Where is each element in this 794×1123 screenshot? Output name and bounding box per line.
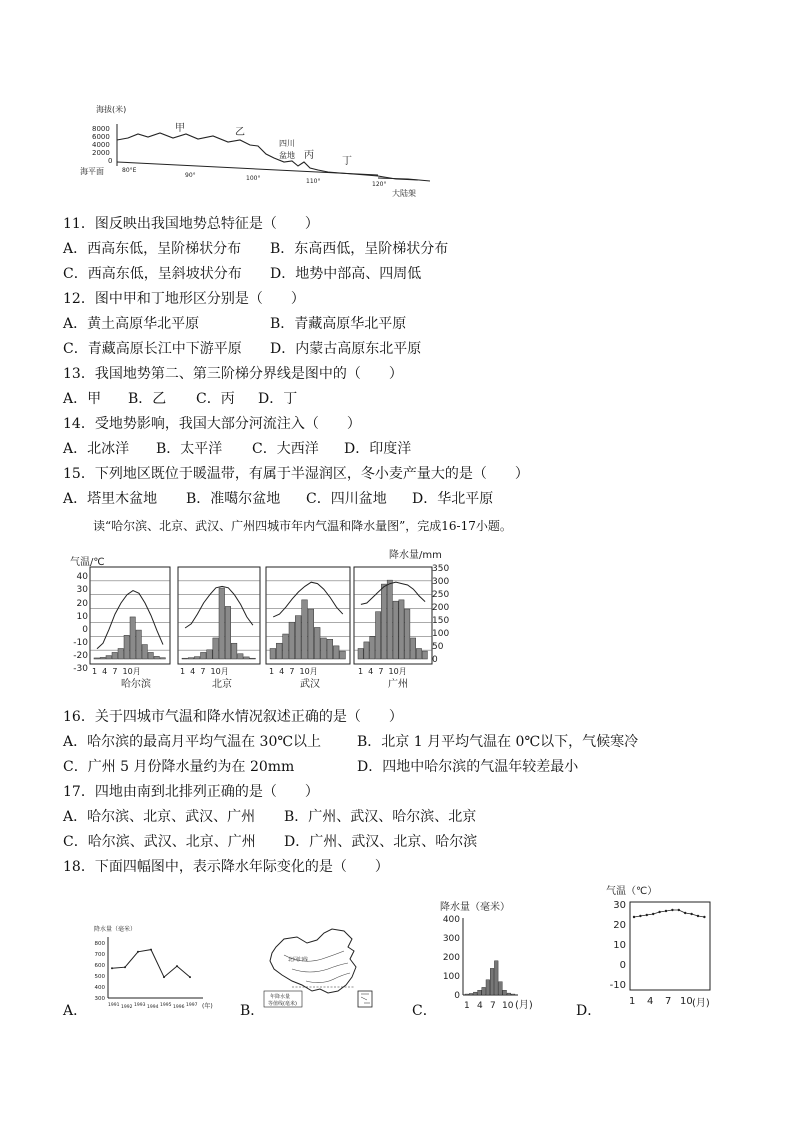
precip-bar xyxy=(364,642,369,659)
profile-yticks xyxy=(92,125,112,165)
month-ticks-wuhan: 1 4 7 10月 xyxy=(269,667,318,676)
profile-sea-level-label: 海平面 xyxy=(80,167,104,176)
precip-bar xyxy=(112,652,117,659)
option-14a[interactable]: A．北冰洋 xyxy=(63,441,130,457)
option-12a[interactable]: A．黄土高原华北平原 xyxy=(63,316,200,332)
fig-a-xtick: 1991 xyxy=(108,1003,120,1008)
precip-bar xyxy=(213,638,219,659)
fig-c-yticks xyxy=(443,915,460,1001)
precip-bar xyxy=(100,657,105,659)
fig-c-bar xyxy=(473,992,477,995)
option-16c[interactable]: C．广州 5 月份降水量约为在 20mm xyxy=(63,759,295,775)
precip-bar xyxy=(283,634,289,659)
profile-label-sichuan: 四川 xyxy=(279,139,295,148)
precip-tick: 200 xyxy=(432,603,450,613)
precip-bar xyxy=(289,622,295,659)
fig-d-xticks xyxy=(629,996,693,1007)
precip-bar xyxy=(321,638,327,659)
month-ticks-guangzhou: 1 4 7 10月 xyxy=(358,667,407,676)
option-18d[interactable]: D． xyxy=(576,1003,602,1019)
profile-label-bing: 丙 xyxy=(304,150,314,161)
temp-tick: 0 xyxy=(82,625,88,635)
precip-bar xyxy=(118,648,123,659)
precip-bar xyxy=(381,584,386,659)
month-tick-labels xyxy=(92,667,407,676)
option-16a[interactable]: A．哈尔滨的最高月平均气温在 30℃以上 xyxy=(63,734,322,750)
precip-bar xyxy=(207,650,213,659)
climate-charts xyxy=(62,546,462,691)
question-17: 17．四地由南到北排列正确的是（ ） xyxy=(63,784,319,800)
option-13d[interactable]: D．丁 xyxy=(258,391,298,407)
fig-a-unit: (年) xyxy=(202,1003,213,1010)
fig-c-xtick: 7 xyxy=(490,1001,496,1011)
fig-a-line xyxy=(112,950,190,978)
fig-c-bar xyxy=(503,990,507,995)
precip-bar xyxy=(399,600,404,659)
temp-tick: 10 xyxy=(76,612,88,622)
fig-a-ylabel: 降水量（毫米） xyxy=(94,926,137,933)
isoline-2 xyxy=(292,963,348,972)
fig-d-ytick: 20 xyxy=(613,920,626,931)
fig-d-ytick: -10 xyxy=(609,980,626,991)
option-11a[interactable]: A．西高东低，呈阶梯状分布 xyxy=(63,241,242,257)
option-17a[interactable]: A．哈尔滨、北京、武汉、广州 xyxy=(63,809,256,825)
fig-d-ylabel: 气温（℃） xyxy=(606,886,658,897)
option-11b[interactable]: B．东高西低，呈阶梯状分布 xyxy=(270,241,449,257)
precip-bar xyxy=(405,609,410,659)
fig-c-bar xyxy=(490,968,494,995)
precip-bar xyxy=(422,651,427,659)
fig-18b-china-map xyxy=(262,925,377,1010)
option-15d[interactable]: D．华北平原 xyxy=(412,491,494,507)
month-ticks-beijing: 1 4 7 10月 xyxy=(180,667,229,676)
precip-bar xyxy=(358,648,363,659)
precip-bar xyxy=(308,609,314,659)
fig-c-xticks xyxy=(464,1001,514,1011)
fig-18a-annual-precip xyxy=(88,922,228,1012)
option-18b[interactable]: B． xyxy=(240,1003,265,1019)
precip-tick: 150 xyxy=(432,616,450,626)
fig-c-ytick: 400 xyxy=(442,915,460,925)
precip-bar xyxy=(270,648,276,659)
fig-d-xtick: 4 xyxy=(647,996,654,1007)
precip-bar xyxy=(188,658,194,659)
option-14d[interactable]: D．印度洋 xyxy=(344,441,412,457)
fig-a-ytick: 500 xyxy=(94,974,105,980)
fig-a-xtick: 1994 xyxy=(147,1005,159,1010)
profile-xticks xyxy=(122,167,386,188)
fig-c-bar xyxy=(494,961,498,995)
option-15c[interactable]: C．四川盆地 xyxy=(306,491,387,507)
fig-a-ytick: 600 xyxy=(94,963,105,969)
profile-xtick: 110° xyxy=(306,178,321,185)
profile-label-ding: 丁 xyxy=(342,156,352,167)
month-ticks-harbin: 1 4 7 10月 xyxy=(92,667,141,676)
precip-bar xyxy=(340,651,346,659)
fig-c-bar xyxy=(511,994,515,995)
intro-16-17: 读“哈尔滨、北京、武汉、广州四城市年内气温和降水量图”，完成16-17小题。 xyxy=(93,519,512,533)
temp-axis-label: 气温/℃ xyxy=(70,557,105,568)
profile-xtick: 120° xyxy=(372,181,387,188)
fig-b-legend-1: 年降水量 xyxy=(270,994,291,1000)
precip-bar xyxy=(244,657,250,659)
fig-d-ytick: 10 xyxy=(613,940,626,951)
precip-bar xyxy=(276,643,282,659)
fig-c-bar xyxy=(478,990,482,995)
precip-ticks xyxy=(432,564,449,665)
precip-bar xyxy=(314,627,320,659)
precip-bar xyxy=(136,630,141,659)
fig-c-ytick: 100 xyxy=(442,972,460,982)
fig-c-ytick: 0 xyxy=(454,991,460,1001)
fig-d-xtick: 7 xyxy=(665,996,672,1007)
fig-c-ytick: 300 xyxy=(442,934,460,944)
fig-a-ytick: 300 xyxy=(94,996,105,1002)
fig-a-xticks xyxy=(108,1002,198,1010)
option-17b[interactable]: B．广州、武汉、哈尔滨、北京 xyxy=(284,809,477,825)
fig-d-ytick: 0 xyxy=(619,960,626,971)
fig-c-bar xyxy=(486,980,490,995)
temp-tick: 20 xyxy=(76,599,88,609)
precip-axis-label: 降水量/mm xyxy=(389,550,442,561)
profile-label-yi: 乙 xyxy=(235,127,245,138)
precip-bar xyxy=(182,658,188,659)
precip-bar xyxy=(130,617,135,659)
fig-c-ytick: 200 xyxy=(442,953,460,963)
fig-c-bar xyxy=(507,993,511,995)
question-15: 15．下列地区既位于暖温带，有属于半湿润区，冬小麦产量大的是（ ） xyxy=(63,466,529,482)
city-label-harbin: 哈尔滨 xyxy=(121,679,151,690)
precip-bar xyxy=(106,656,111,659)
city-label-beijing: 北京 xyxy=(212,679,232,690)
terrain-profile-line xyxy=(117,133,418,180)
precip-tick: 350 xyxy=(432,564,450,574)
option-14b[interactable]: B．太平洋 xyxy=(156,441,223,457)
fig-a-xtick: 1995 xyxy=(160,1003,172,1008)
fig-d-yticks xyxy=(610,900,626,991)
precip-bar xyxy=(411,638,416,659)
temp-tick: -10 xyxy=(73,638,88,648)
fig-a-xtick: 1997 xyxy=(186,1003,198,1008)
option-15a[interactable]: A．塔里木盆地 xyxy=(63,491,158,507)
profile-ytick: 8000 xyxy=(92,125,110,133)
precip-bar xyxy=(327,639,333,659)
option-12d[interactable]: D．内蒙古高原东北平原 xyxy=(270,341,422,357)
precip-bar xyxy=(219,588,225,659)
option-13b[interactable]: B．乙 xyxy=(128,391,167,407)
option-13a[interactable]: A．甲 xyxy=(63,391,102,407)
profile-shelf-label: 大陆架 xyxy=(392,189,416,198)
profile-ytick: 6000 xyxy=(92,133,110,141)
profile-xtick: 100° xyxy=(246,175,261,182)
precip-bar xyxy=(201,652,207,659)
precip-bar xyxy=(124,635,129,659)
fig-a-xtick: 1993 xyxy=(134,1003,146,1008)
fig-c-xtick: 4 xyxy=(477,1001,483,1011)
fig-c-xtick: 1 xyxy=(464,1001,470,1011)
fig-b-tropic-label: 北回归线 xyxy=(288,957,309,963)
precip-bar xyxy=(416,648,421,659)
precip-bar xyxy=(238,654,244,659)
fig-c-bar xyxy=(465,994,469,995)
fig-18c-monthly-precip xyxy=(440,898,565,1016)
precip-bar xyxy=(333,646,339,659)
question-13: 13．我国地势第二、第三阶梯分界线是图中的（ ） xyxy=(63,366,403,382)
temp-tick: 30 xyxy=(76,585,88,595)
fig-d-unit: (月) xyxy=(692,998,710,1009)
precip-bar xyxy=(160,658,165,659)
fig-d-ytick: 30 xyxy=(613,900,626,911)
option-16d[interactable]: D．四地中哈尔滨的气温年较差最小 xyxy=(357,759,579,775)
fig-c-ylabel: 降水量（毫米） xyxy=(440,902,510,913)
precip-bar xyxy=(387,580,392,659)
fig-a-xtick: 1992 xyxy=(121,1005,133,1010)
city-labels xyxy=(121,677,408,690)
precip-bar xyxy=(94,658,99,659)
precip-tick: 0 xyxy=(432,655,438,665)
precip-tick: 300 xyxy=(432,577,450,587)
option-11c[interactable]: C．西高东低，呈斜坡状分布 xyxy=(63,266,242,282)
fig-c-xtick: 10 xyxy=(502,1001,514,1011)
temp-ticks xyxy=(73,572,88,674)
temp-tick: -20 xyxy=(73,651,88,661)
fig-d-xtick: 1 xyxy=(629,996,636,1007)
option-14c[interactable]: C．大西洋 xyxy=(252,441,319,457)
profile-ylabel: 海拔(米) xyxy=(96,105,127,114)
fig-a-ytick: 700 xyxy=(94,952,105,958)
profile-xtick: 80°E xyxy=(122,167,137,174)
precip-tick: 100 xyxy=(432,629,450,639)
profile-ytick: 0 xyxy=(108,157,113,165)
precip-bar xyxy=(370,637,375,659)
option-17c[interactable]: C．哈尔滨、武汉、北京、广州 xyxy=(63,834,256,850)
fig-c-unit: (月) xyxy=(515,1000,533,1011)
fig-c-bar xyxy=(469,993,473,995)
question-16: 16．关于四城市气温和降水情况叙述正确的是（ ） xyxy=(63,709,403,725)
precip-bar xyxy=(231,643,237,659)
fig-c-bar xyxy=(482,987,486,995)
city-label-wuhan: 武汉 xyxy=(300,679,320,690)
fig-a-xtick: 1996 xyxy=(173,1005,185,1010)
fig-d-xtick: 10 xyxy=(680,996,693,1007)
profile-label-pendi: 盆地 xyxy=(279,151,295,160)
profile-ytick: 4000 xyxy=(92,141,110,149)
question-18: 18．下面四幅图中，表示降水年际变化的是（ ） xyxy=(63,859,389,875)
option-15b[interactable]: B．准噶尔盆地 xyxy=(186,491,281,507)
option-16b[interactable]: B．北京 1 月平均气温在 0℃以下，气候寒冷 xyxy=(357,734,639,750)
question-11: 11．图反映出我国地势总特征是（ ） xyxy=(63,216,319,232)
precip-bar xyxy=(225,606,231,659)
fig-c-bar xyxy=(499,982,503,995)
option-18a[interactable]: A． xyxy=(63,1003,88,1019)
temp-tick: -30 xyxy=(73,664,88,674)
precip-bar xyxy=(154,656,159,659)
south-sea-islands xyxy=(361,994,370,1003)
profile-xtick: 90° xyxy=(185,172,196,179)
city-label-guangzhou: 广州 xyxy=(388,679,408,690)
precip-bar xyxy=(142,645,147,659)
precip-tick: 250 xyxy=(432,590,450,600)
fig-18d-monthly-temp xyxy=(604,882,724,1012)
option-17d[interactable]: D．广州、武汉、北京、哈尔滨 xyxy=(284,834,478,850)
isoline-3 xyxy=(306,973,350,983)
option-12b[interactable]: B．青藏高原华北平原 xyxy=(270,316,407,332)
profile-ytick: 2000 xyxy=(92,149,110,157)
precip-tick: 50 xyxy=(432,642,444,652)
option-18c[interactable]: C． xyxy=(412,1003,437,1019)
fig-a-ytick: 400 xyxy=(94,985,105,991)
question-14: 14．受地势影响，我国大部分河流注入（ ） xyxy=(63,416,361,432)
terrain-profile-figure xyxy=(78,100,438,200)
question-12: 12．图中甲和丁地形区分别是（ ） xyxy=(63,291,305,307)
precip-bar xyxy=(148,652,153,659)
precip-bar xyxy=(295,616,301,659)
option-11d[interactable]: D．地势中部高、四周低 xyxy=(270,266,422,282)
option-13c[interactable]: C．丙 xyxy=(196,391,235,407)
profile-label-jia: 甲 xyxy=(175,123,185,134)
option-12c[interactable]: C．青藏高原长江中下游平原 xyxy=(63,341,242,357)
precip-bar xyxy=(302,600,308,659)
precip-bar xyxy=(250,658,256,659)
temp-tick: 40 xyxy=(76,572,88,582)
fig-b-legend-2: 等值线(毫米) xyxy=(268,1001,297,1007)
fig-a-ytick: 800 xyxy=(94,941,105,947)
fig-a-yticks xyxy=(95,941,106,1002)
fig-d-line xyxy=(634,910,704,917)
precip-bar xyxy=(376,612,381,659)
precip-bar xyxy=(194,657,200,659)
precip-bar xyxy=(393,601,398,659)
